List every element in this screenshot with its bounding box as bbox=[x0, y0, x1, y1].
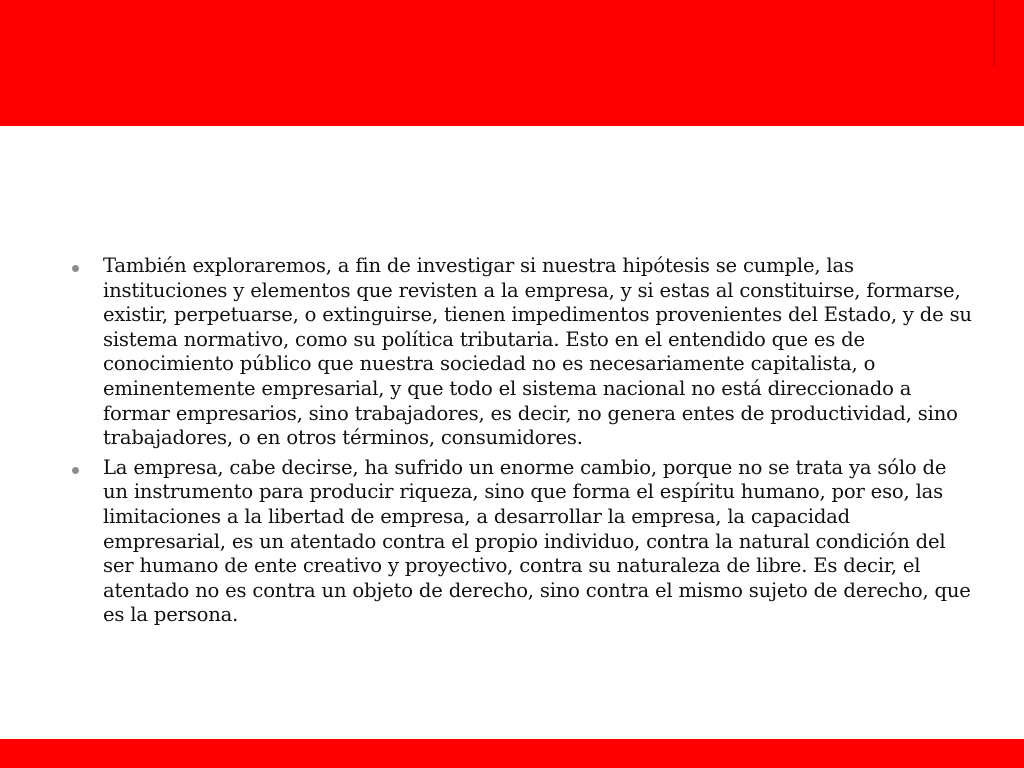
bullet-dot-icon bbox=[72, 467, 79, 474]
bullet-text: También exploraremos, a fin de investigar si nuestra hipótesis se cumple, las instituciones y elementos que revisten a la empresa, y si estas al constituirse, formarse, existir, perpetuarse, o extinguirse, tienen impedimentos provenientes del Estado, y de su sistema normativo, como su política tributaria. Esto en el entendido que es de conocimiento público que nuestra sociedad no es necesariamente capitalista, o eminentemente empresarial, y que todo el sistema nacional no está direccionado a formar empresarios, sino trabajadores, es decir, no genera entes de productividad, sino trabajadores, o en otros términos, consumidores. bbox=[103, 254, 972, 450]
bullet-list bbox=[72, 254, 972, 633]
bottom-red-band bbox=[0, 739, 1024, 768]
bullet-item bbox=[72, 456, 972, 628]
top-band-divider bbox=[993, 0, 995, 66]
bullet-text: La empresa, cabe decirse, ha sufrido un enorme cambio, porque no se trata ya sólo de un instrumento para producir riqueza, sino que forma el espíritu humano, por eso, las limitaciones a la libertad de empresa, a desarrollar la empresa, la capacidad empresarial, es un atentado contra el propio individuo, contra la natural condición del ser humano de ente creativo y proyectivo, contra su naturaleza de libre. Es decir, el atentado no es contra un objeto de derecho, sino contra el mismo sujeto de derecho, que es la persona. bbox=[103, 455, 971, 627]
bullet-dot-icon bbox=[72, 265, 79, 272]
top-red-band bbox=[0, 0, 1024, 126]
bullet-item bbox=[72, 254, 972, 451]
